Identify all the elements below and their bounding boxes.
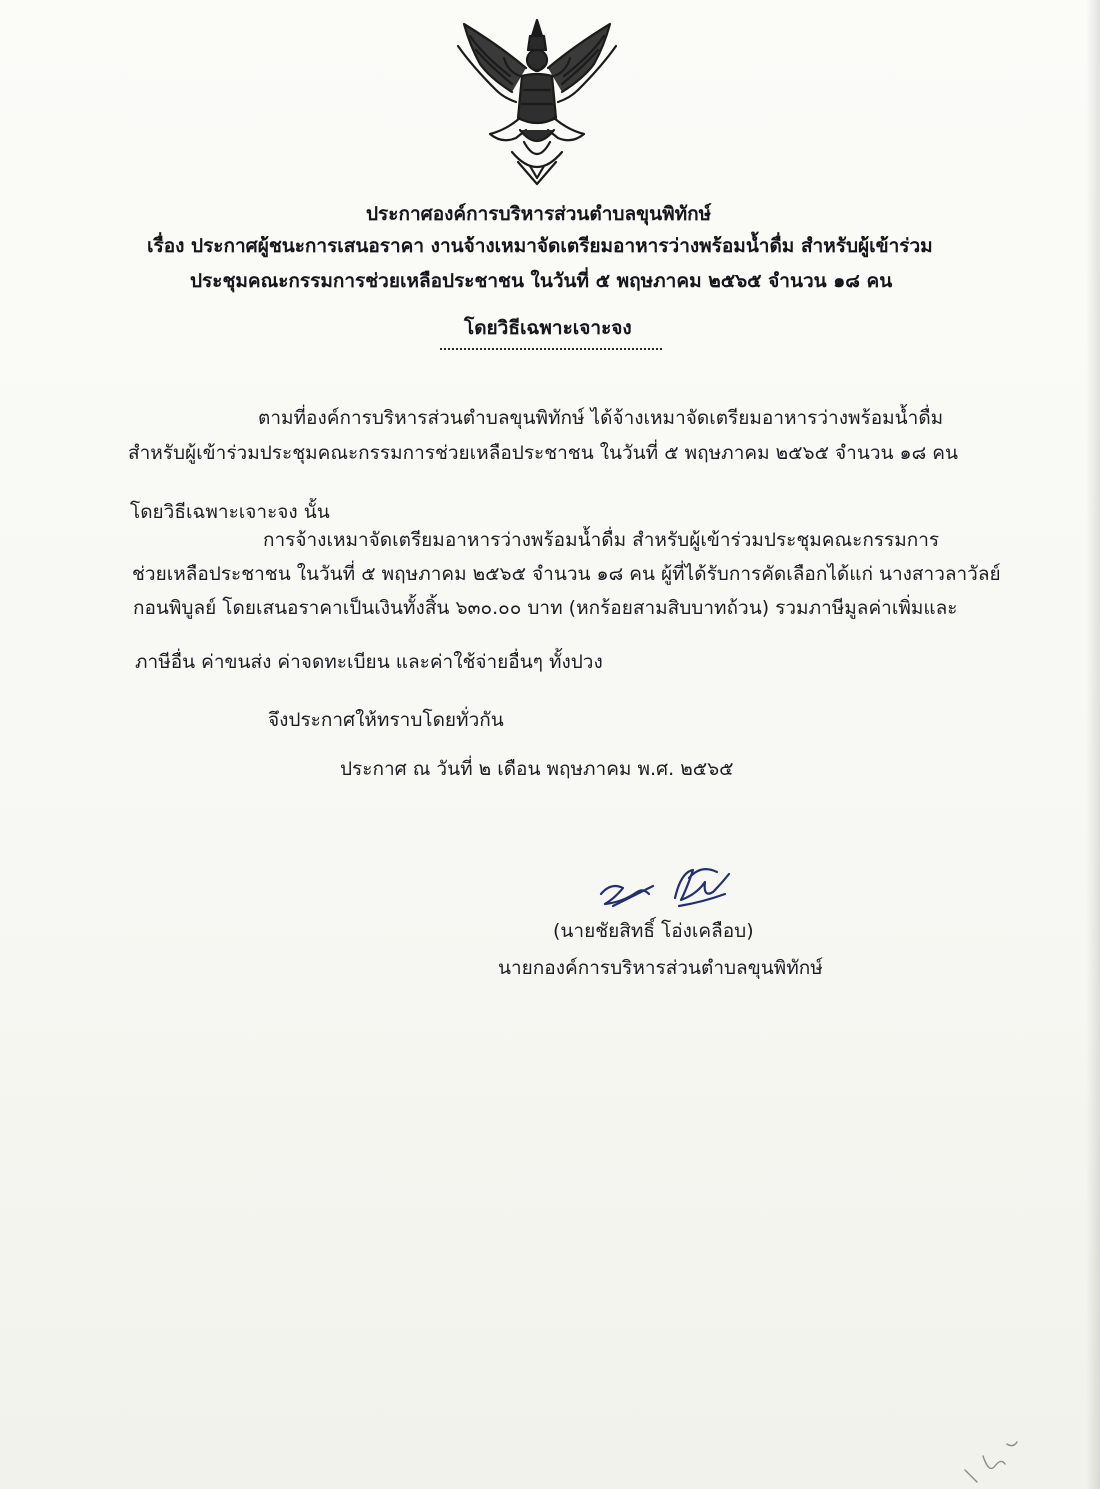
- announcement-subject: เรื่อง ประกาศผู้ชนะการเสนอราคา งานจ้างเหมาจัดเตรียมอาหารว่างพร้อมน้ำดื่ม สำหรับผู้เข้าร่วม: [147, 235, 933, 257]
- paragraph-2-line-3: กอนพิบูลย์ โดยเสนอราคาเป็นเงินทั้งสิ้น ๖๓๐.๐๐ บาท (หกร้อยสามสิบบาทถ้วน) รวมภาษีมูลค่าเพิ่มและ: [133, 597, 958, 619]
- handwritten-signature: [593, 858, 743, 918]
- dotted-divider: [440, 348, 662, 350]
- paragraph-1-line-1: ตามที่องค์การบริหารส่วนตำบลขุนพิทักษ์ ได้จ้างเหมาจัดเตรียมอาหารว่างพร้อมน้ำดื่ม: [258, 407, 944, 429]
- signer-title: นายกองค์การบริหารส่วนตำบลขุนพิทักษ์: [498, 957, 823, 979]
- announcement-method: โดยวิธีเฉพาะเจาะจง: [464, 317, 632, 339]
- paragraph-2-line-2: ช่วยเหลือประชาชน ในวันที่ ๕ พฤษภาคม ๒๕๖๕ จำนวน ๑๘ คน ผู้ที่ได้รับการคัดเลือกได้แก่ นางสาวลาวัลย์: [132, 563, 1001, 585]
- garuda-emblem-icon: [450, 6, 625, 188]
- paragraph-1-line-2: สำหรับผู้เข้าร่วมประชุมคณะกรรมการช่วยเหลือประชาชน ในวันที่ ๕ พฤษภาคม ๒๕๖๕ จำนวน ๑๘ คน: [128, 442, 958, 464]
- pencil-mark-icon: [955, 1430, 1025, 1485]
- paragraph-2-line-1: การจ้างเหมาจัดเตรียมอาหารว่างพร้อมน้ำดื่ม สำหรับผู้เข้าร่วมประชุมคณะกรรมการ: [263, 529, 940, 551]
- announcement-date: ประกาศ ณ วันที่ ๒ เดือน พฤษภาคม พ.ศ. ๒๕๖๕: [340, 758, 734, 780]
- announcement-subject-continued: ประชุมคณะกรรมการช่วยเหลือประชาชน ในวันที่ ๕ พฤษภาคม ๒๕๖๕ จำนวน ๑๘ คน: [190, 270, 893, 292]
- paragraph-1-line-3: โดยวิธีเฉพาะเจาะจง นั้น: [130, 501, 330, 523]
- paragraph-2-line-4: ภาษีอื่น ค่าขนส่ง ค่าจดทะเบียน และค่าใช้จ่ายอื่นๆ ทั้งปวง: [135, 651, 603, 673]
- announcement-title: ประกาศองค์การบริหารส่วนตำบลขุนพิทักษ์: [366, 203, 712, 225]
- closing-statement: จึงประกาศให้ทราบโดยทั่วกัน: [268, 709, 504, 731]
- signer-name: (นายชัยสิทธิ์ โอ่งเคลือบ): [553, 920, 754, 942]
